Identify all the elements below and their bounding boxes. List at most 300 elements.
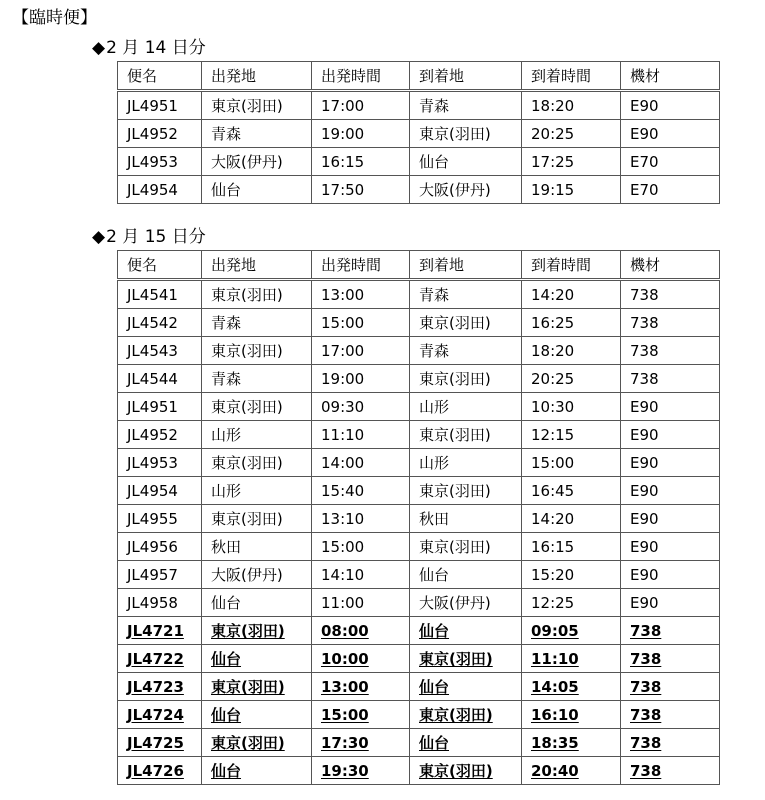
cell-flight-number-text: JL4724 [127,705,184,724]
cell-departure-time-text: 13:10 [321,509,365,528]
cell-arrival-time [522,477,621,505]
cell-departure-time [312,120,410,148]
cell-origin [202,449,312,477]
cell-arrival-time [522,421,621,449]
cell-origin-text: 大阪(伊丹) [211,153,283,171]
cell-destination [410,561,522,589]
cell-flight-number-text: JL4953 [127,453,178,472]
cell-arrival-time-text: 16:15 [531,537,575,556]
cell-departure-time-text: 19:00 [321,124,365,143]
cell-flight-number-text: JL4957 [127,565,178,584]
cell-destination-text: 東京(羽田) [419,426,491,444]
cell-departure-time-text: 09:30 [321,397,365,416]
cell-arrival-time [522,120,621,148]
table-row [118,673,720,701]
cell-equipment-text: E90 [630,537,659,556]
cell-departure-time-text: 19:00 [321,369,365,388]
cell-origin [202,176,312,204]
cell-equipment-text: E90 [630,397,659,416]
cell-flight-number [118,393,202,421]
cell-equipment-text: 738 [630,285,659,304]
table-row [118,91,720,120]
cell-departure-time-text: 11:10 [321,425,365,444]
cell-departure-time-text: 13:00 [321,677,369,696]
cell-arrival-time-text: 09:05 [531,621,579,640]
cell-arrival-time-text: 10:30 [531,397,575,416]
cell-arrival-time-text: 16:45 [531,481,575,500]
cell-arrival-time-text: 12:15 [531,425,575,444]
column-header-origin: 出発地 [202,62,312,91]
cell-origin [202,645,312,673]
cell-flight-number [118,148,202,176]
cell-equipment [621,673,720,701]
cell-destination-text: 青森 [419,342,450,360]
table-row [118,365,720,393]
cell-flight-number-text: JL4956 [127,537,178,556]
cell-arrival-time [522,701,621,729]
cell-flight-number-text: JL4726 [127,761,184,780]
cell-origin [202,337,312,365]
cell-equipment-text: 738 [630,621,662,640]
cell-origin-text: 山形 [211,426,242,444]
table-row [118,561,720,589]
cell-destination-text: 東京(羽田) [419,125,491,143]
cell-equipment [621,757,720,785]
cell-destination [410,673,522,701]
cell-destination-text: 大阪(伊丹) [419,594,491,612]
section-heading-text: 2 月 15 日分 [106,227,206,247]
cell-flight-number [118,120,202,148]
cell-arrival-time [522,561,621,589]
cell-equipment [621,120,720,148]
cell-destination [410,477,522,505]
table-row [118,148,720,176]
cell-equipment-text: E70 [630,152,659,171]
cell-flight-number [118,280,202,309]
cell-equipment-text: E90 [630,425,659,444]
table-row [118,645,720,673]
cell-origin-text: 東京(羽田) [211,398,283,416]
cell-flight-number-text: JL4542 [127,313,178,332]
cell-origin-text: 青森 [211,370,242,388]
cell-departure-time-text: 14:00 [321,453,365,472]
cell-flight-number [118,533,202,561]
cell-destination [410,533,522,561]
cell-destination-text: 東京(羽田) [419,706,493,724]
cell-arrival-time-text: 20:40 [531,761,579,780]
cell-origin-text: 仙台 [211,762,242,780]
cell-equipment [621,365,720,393]
cell-arrival-time-text: 12:25 [531,593,575,612]
cell-origin-text: 東京(羽田) [211,97,283,115]
cell-departure-time-text: 17:30 [321,733,369,752]
section-heading-feb-14 [92,37,206,59]
cell-flight-number [118,91,202,120]
table-row [118,589,720,617]
cell-destination-text: 山形 [419,454,450,472]
table-row [118,421,720,449]
cell-destination-text: 大阪(伊丹) [419,181,491,199]
cell-flight-number [118,729,202,757]
cell-departure-time [312,617,410,645]
cell-flight-number-text: JL4723 [127,677,184,696]
cell-origin-text: 山形 [211,482,242,500]
cell-departure-time [312,477,410,505]
cell-arrival-time [522,589,621,617]
cell-flight-number [118,449,202,477]
cell-origin [202,729,312,757]
cell-equipment [621,421,720,449]
cell-destination [410,645,522,673]
cell-origin-text: 仙台 [211,181,242,199]
column-header-flight: 便名 [118,251,202,280]
cell-equipment-text: 738 [630,733,662,752]
cell-flight-number [118,645,202,673]
cell-origin [202,148,312,176]
cell-arrival-time [522,505,621,533]
cell-arrival-time-text: 18:20 [531,96,575,115]
cell-arrival-time-text: 15:00 [531,453,575,472]
column-header-destination: 到着地 [410,251,522,280]
cell-departure-time [312,421,410,449]
cell-destination-text: 東京(羽田) [419,538,491,556]
section-heading-text: 2 月 14 日分 [106,38,206,58]
cell-flight-number-text: JL4954 [127,481,178,500]
cell-destination-text: 仙台 [419,153,450,171]
cell-departure-time [312,533,410,561]
cell-departure-time [312,280,410,309]
table-header-row [118,251,720,280]
cell-flight-number [118,757,202,785]
cell-equipment [621,729,720,757]
table-row [118,533,720,561]
cell-origin [202,421,312,449]
cell-departure-time-text: 19:30 [321,761,369,780]
document-title: 【臨時便】 [12,8,97,28]
cell-departure-time-text: 08:00 [321,621,369,640]
cell-origin [202,365,312,393]
cell-origin [202,561,312,589]
cell-origin [202,91,312,120]
cell-destination-text: 仙台 [419,734,450,752]
column-header-equipment: 機材 [621,251,720,280]
cell-flight-number [118,176,202,204]
cell-flight-number-text: JL4953 [127,152,178,171]
cell-arrival-time [522,280,621,309]
cell-flight-number-text: JL4952 [127,425,178,444]
cell-equipment [621,533,720,561]
cell-departure-time [312,148,410,176]
cell-arrival-time-text: 14:20 [531,285,575,304]
cell-arrival-time-text: 11:10 [531,649,579,668]
cell-destination [410,91,522,120]
cell-arrival-time-text: 20:25 [531,124,575,143]
cell-flight-number [118,589,202,617]
cell-arrival-time [522,176,621,204]
cell-origin-text: 大阪(伊丹) [211,566,283,584]
cell-departure-time [312,645,410,673]
cell-arrival-time-text: 17:25 [531,152,575,171]
cell-arrival-time [522,309,621,337]
cell-departure-time [312,589,410,617]
cell-equipment [621,645,720,673]
column-header-departure-time: 出発時間 [312,62,410,91]
flight-table-feb-15 [117,250,720,785]
column-header-arrival-time: 到着時間 [522,251,621,280]
cell-destination-text: 青森 [419,97,450,115]
cell-departure-time [312,505,410,533]
cell-departure-time-text: 17:00 [321,341,365,360]
cell-departure-time-text: 15:00 [321,313,365,332]
cell-departure-time [312,365,410,393]
cell-arrival-time [522,645,621,673]
cell-destination [410,449,522,477]
cell-origin [202,477,312,505]
cell-equipment-text: E70 [630,180,659,199]
cell-origin-text: 仙台 [211,706,242,724]
cell-destination [410,280,522,309]
cell-equipment [621,477,720,505]
cell-destination [410,337,522,365]
table-header-row [118,62,720,91]
cell-arrival-time-text: 14:05 [531,677,579,696]
cell-destination [410,309,522,337]
table-row [118,176,720,204]
cell-flight-number-text: JL4725 [127,733,184,752]
cell-destination [410,505,522,533]
cell-flight-number [118,477,202,505]
cell-origin-text: 東京(羽田) [211,678,285,696]
diamond-icon: ◆ [92,227,106,247]
cell-origin [202,280,312,309]
cell-departure-time [312,561,410,589]
cell-equipment-text: E90 [630,124,659,143]
cell-destination [410,701,522,729]
cell-flight-number [118,673,202,701]
cell-origin [202,120,312,148]
cell-destination-text: 青森 [419,286,450,304]
cell-equipment-text: E90 [630,96,659,115]
cell-flight-number [118,421,202,449]
cell-origin [202,393,312,421]
cell-origin-text: 青森 [211,314,242,332]
cell-equipment-text: E90 [630,481,659,500]
table-row [118,280,720,309]
cell-flight-number [118,337,202,365]
cell-flight-number-text: JL4721 [127,621,184,640]
cell-flight-number [118,617,202,645]
cell-departure-time-text: 11:00 [321,593,365,612]
cell-arrival-time [522,148,621,176]
cell-flight-number-text: JL4544 [127,369,178,388]
cell-arrival-time [522,449,621,477]
cell-equipment [621,337,720,365]
cell-destination [410,393,522,421]
cell-destination [410,148,522,176]
cell-origin-text: 東京(羽田) [211,622,285,640]
section-heading-feb-15 [92,226,206,248]
cell-destination-text: 東京(羽田) [419,482,491,500]
cell-arrival-time-text: 19:15 [531,180,575,199]
cell-departure-time [312,729,410,757]
cell-flight-number [118,365,202,393]
cell-flight-number-text: JL4954 [127,180,178,199]
cell-flight-number-text: JL4951 [127,397,178,416]
cell-departure-time [312,393,410,421]
table-row [118,449,720,477]
cell-equipment [621,280,720,309]
table-row [118,393,720,421]
cell-departure-time [312,176,410,204]
cell-flight-number-text: JL4541 [127,285,178,304]
cell-departure-time-text: 10:00 [321,649,369,668]
cell-origin-text: 秋田 [211,538,242,556]
cell-equipment [621,449,720,477]
cell-destination-text: 東京(羽田) [419,314,491,332]
cell-equipment-text: 738 [630,649,662,668]
cell-arrival-time [522,337,621,365]
cell-departure-time-text: 17:50 [321,180,365,199]
cell-equipment [621,589,720,617]
cell-origin [202,673,312,701]
table-row [118,757,720,785]
cell-flight-number-text: JL4958 [127,593,178,612]
cell-flight-number [118,505,202,533]
cell-origin-text: 東京(羽田) [211,342,283,360]
cell-equipment [621,617,720,645]
cell-departure-time-text: 15:00 [321,705,369,724]
cell-equipment [621,148,720,176]
cell-arrival-time [522,757,621,785]
cell-arrival-time-text: 16:10 [531,705,579,724]
table-row [118,505,720,533]
cell-origin [202,757,312,785]
cell-equipment-text: 738 [630,677,662,696]
table-row [118,617,720,645]
cell-origin-text: 東京(羽田) [211,734,285,752]
cell-departure-time-text: 14:10 [321,565,365,584]
cell-origin-text: 仙台 [211,650,242,668]
cell-flight-number-text: JL4955 [127,509,178,528]
cell-origin [202,589,312,617]
cell-departure-time-text: 16:15 [321,152,365,171]
cell-arrival-time [522,729,621,757]
cell-departure-time-text: 17:00 [321,96,365,115]
cell-departure-time-text: 15:40 [321,481,365,500]
column-header-destination: 到着地 [410,62,522,91]
cell-flight-number-text: JL4951 [127,96,178,115]
cell-origin-text: 仙台 [211,594,242,612]
cell-destination [410,589,522,617]
cell-equipment [621,561,720,589]
cell-flight-number-text: JL4952 [127,124,178,143]
cell-arrival-time-text: 15:20 [531,565,575,584]
cell-destination-text: 東京(羽田) [419,370,491,388]
cell-departure-time [312,757,410,785]
table-row [118,337,720,365]
cell-destination [410,120,522,148]
cell-arrival-time-text: 18:20 [531,341,575,360]
cell-flight-number-text: JL4722 [127,649,184,668]
flight-table-feb-14 [117,61,720,204]
cell-arrival-time-text: 14:20 [531,509,575,528]
cell-arrival-time [522,393,621,421]
cell-equipment-text: 738 [630,369,659,388]
cell-equipment-text: E90 [630,509,659,528]
cell-destination [410,617,522,645]
cell-equipment-text: E90 [630,565,659,584]
cell-departure-time-text: 13:00 [321,285,365,304]
table-row [118,120,720,148]
cell-equipment [621,701,720,729]
column-header-flight: 便名 [118,62,202,91]
cell-destination [410,729,522,757]
cell-origin-text: 東京(羽田) [211,510,283,528]
table-row [118,309,720,337]
cell-equipment-text: 738 [630,341,659,360]
cell-destination-text: 秋田 [419,510,450,528]
cell-origin [202,309,312,337]
cell-origin [202,617,312,645]
cell-departure-time [312,701,410,729]
diamond-icon: ◆ [92,38,106,58]
cell-destination [410,757,522,785]
table-row [118,729,720,757]
cell-origin [202,505,312,533]
cell-equipment-text: E90 [630,453,659,472]
cell-origin-text: 青森 [211,125,242,143]
cell-departure-time [312,673,410,701]
cell-equipment [621,505,720,533]
cell-equipment-text: 738 [630,313,659,332]
cell-arrival-time-text: 18:35 [531,733,579,752]
table-row [118,477,720,505]
cell-origin [202,533,312,561]
cell-arrival-time [522,673,621,701]
column-header-arrival-time: 到着時間 [522,62,621,91]
cell-arrival-time [522,533,621,561]
column-header-origin: 出発地 [202,251,312,280]
cell-origin-text: 東京(羽田) [211,454,283,472]
cell-origin-text: 東京(羽田) [211,286,283,304]
cell-destination [410,176,522,204]
cell-flight-number [118,309,202,337]
cell-departure-time-text: 15:00 [321,537,365,556]
cell-arrival-time-text: 16:25 [531,313,575,332]
cell-equipment [621,393,720,421]
cell-flight-number [118,701,202,729]
cell-equipment [621,309,720,337]
column-header-equipment: 機材 [621,62,720,91]
cell-destination [410,365,522,393]
cell-departure-time [312,337,410,365]
cell-arrival-time [522,617,621,645]
table-row [118,701,720,729]
cell-destination-text: 仙台 [419,622,450,640]
cell-equipment-text: 738 [630,761,662,780]
cell-destination [410,421,522,449]
cell-destination-text: 仙台 [419,678,450,696]
cell-equipment [621,176,720,204]
cell-departure-time [312,91,410,120]
cell-departure-time [312,309,410,337]
cell-flight-number-text: JL4543 [127,341,178,360]
cell-equipment-text: E90 [630,593,659,612]
cell-destination-text: 仙台 [419,566,450,584]
cell-origin [202,701,312,729]
cell-flight-number [118,561,202,589]
cell-destination-text: 東京(羽田) [419,650,493,668]
